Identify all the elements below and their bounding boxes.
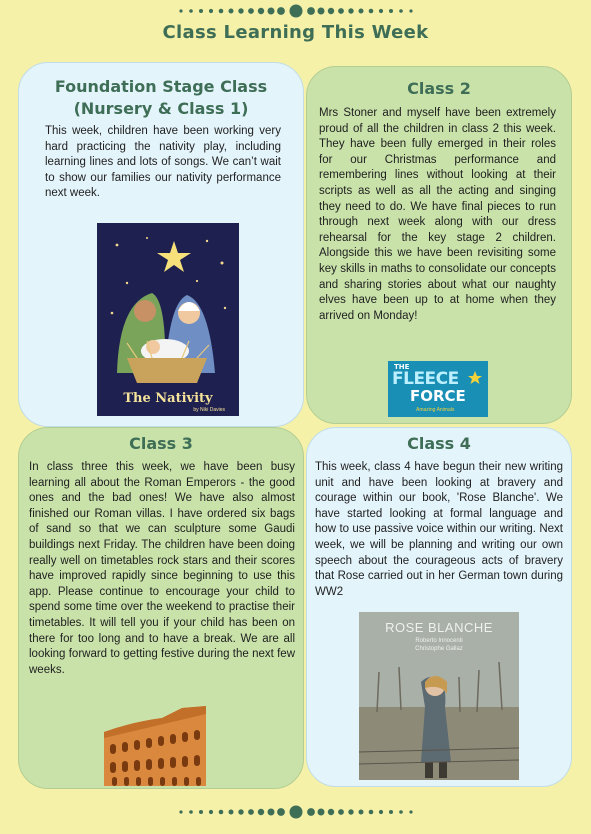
- foundation-heading-line1: Foundation Stage Class: [54, 77, 268, 96]
- rose-book-title: ROSE BLANCHE: [385, 620, 493, 635]
- rose-blanche-book-cover: [359, 612, 519, 780]
- nativity-book-title: The Nativity: [123, 391, 213, 406]
- fleece-logo-fleece: FLEECE: [392, 369, 459, 389]
- class-4-body: This week, class 4 have begun their new writing unit and have been looking at bravery and courage within our book, 'Rose Blanche'. We have started looking at formal language and how to use passive voice within our writing. Next week, we will be planning and writing our own speech about the courageous acts of bravery that Rose carried out in her German town during WW2: [315, 461, 563, 598]
- nativity-book-author: by Niki Davies: [193, 407, 225, 413]
- class-4-heading: Class 4: [407, 434, 471, 453]
- class-3-heading: Class 3: [129, 434, 193, 453]
- bottom-dot-divider: [0, 804, 591, 820]
- dot-divider-icon: [176, 3, 416, 19]
- page-title: Class Learning This Week: [162, 22, 429, 43]
- nativity-illustration-icon: [97, 223, 239, 416]
- fleece-logo-force: FORCE: [410, 387, 466, 405]
- rose-book-author-2: Christophe Gallaz: [415, 646, 463, 652]
- star-icon: [468, 371, 482, 385]
- class-2-body: Mrs Stoner and myself have been extremely proud of all the children in class 2 this week. They have been fully emerged in their roles for our Christmas performance and remembering lines without looking at their scripts as well as all the acting and singing they need to do. We have final pieces to run through next week along with our dress rehearsal for the key stage 2 children. Alongside this we have been revisiting some key skills in maths to consolidate our concepts and sharing stories about what our naughty elves have been up to at home when they arrived on Monday!: [319, 107, 556, 322]
- dot-divider-icon: [176, 804, 416, 820]
- nativity-book-cover: [97, 223, 239, 416]
- foundation-heading: [19, 76, 303, 120]
- top-dot-divider: [0, 3, 591, 19]
- class-3-body: In class three this week, we have been busy learning all about the Roman Emperors - the good ones and the bad ones! We have also almost finished our Roman villas. I have ordered six bags of sand so that we can sculpture some Gaudi buildings next Friday. The children have been doing really well on timetables rock stars and their scores have improved rapidly since beginning to use this app. Please continue to encourage your child to spend some time over the weekend to practise their timetables. It will tell you if your child has been on there for too long and to have a break. We are all looking forward to getting festive during the next few weeks.: [29, 461, 295, 676]
- fleece-logo-the: THE: [394, 363, 410, 371]
- colosseum-image: [102, 704, 208, 786]
- colosseum-icon: [102, 704, 208, 786]
- class-2-heading: Class 2: [407, 79, 471, 98]
- foundation-body: This week, children have been working very hard practicing the nativity play, including learning lines and lots of songs. We can’t wait to show our families our nativity performance next week.: [45, 125, 281, 200]
- fleece-force-logo: [388, 361, 488, 417]
- rose-book-author-1: Roberto Innocenti: [415, 638, 463, 644]
- foundation-heading-line2: (Nursery & Class 1): [73, 99, 249, 118]
- fleece-logo-tagline: Amazing Animals: [416, 407, 455, 413]
